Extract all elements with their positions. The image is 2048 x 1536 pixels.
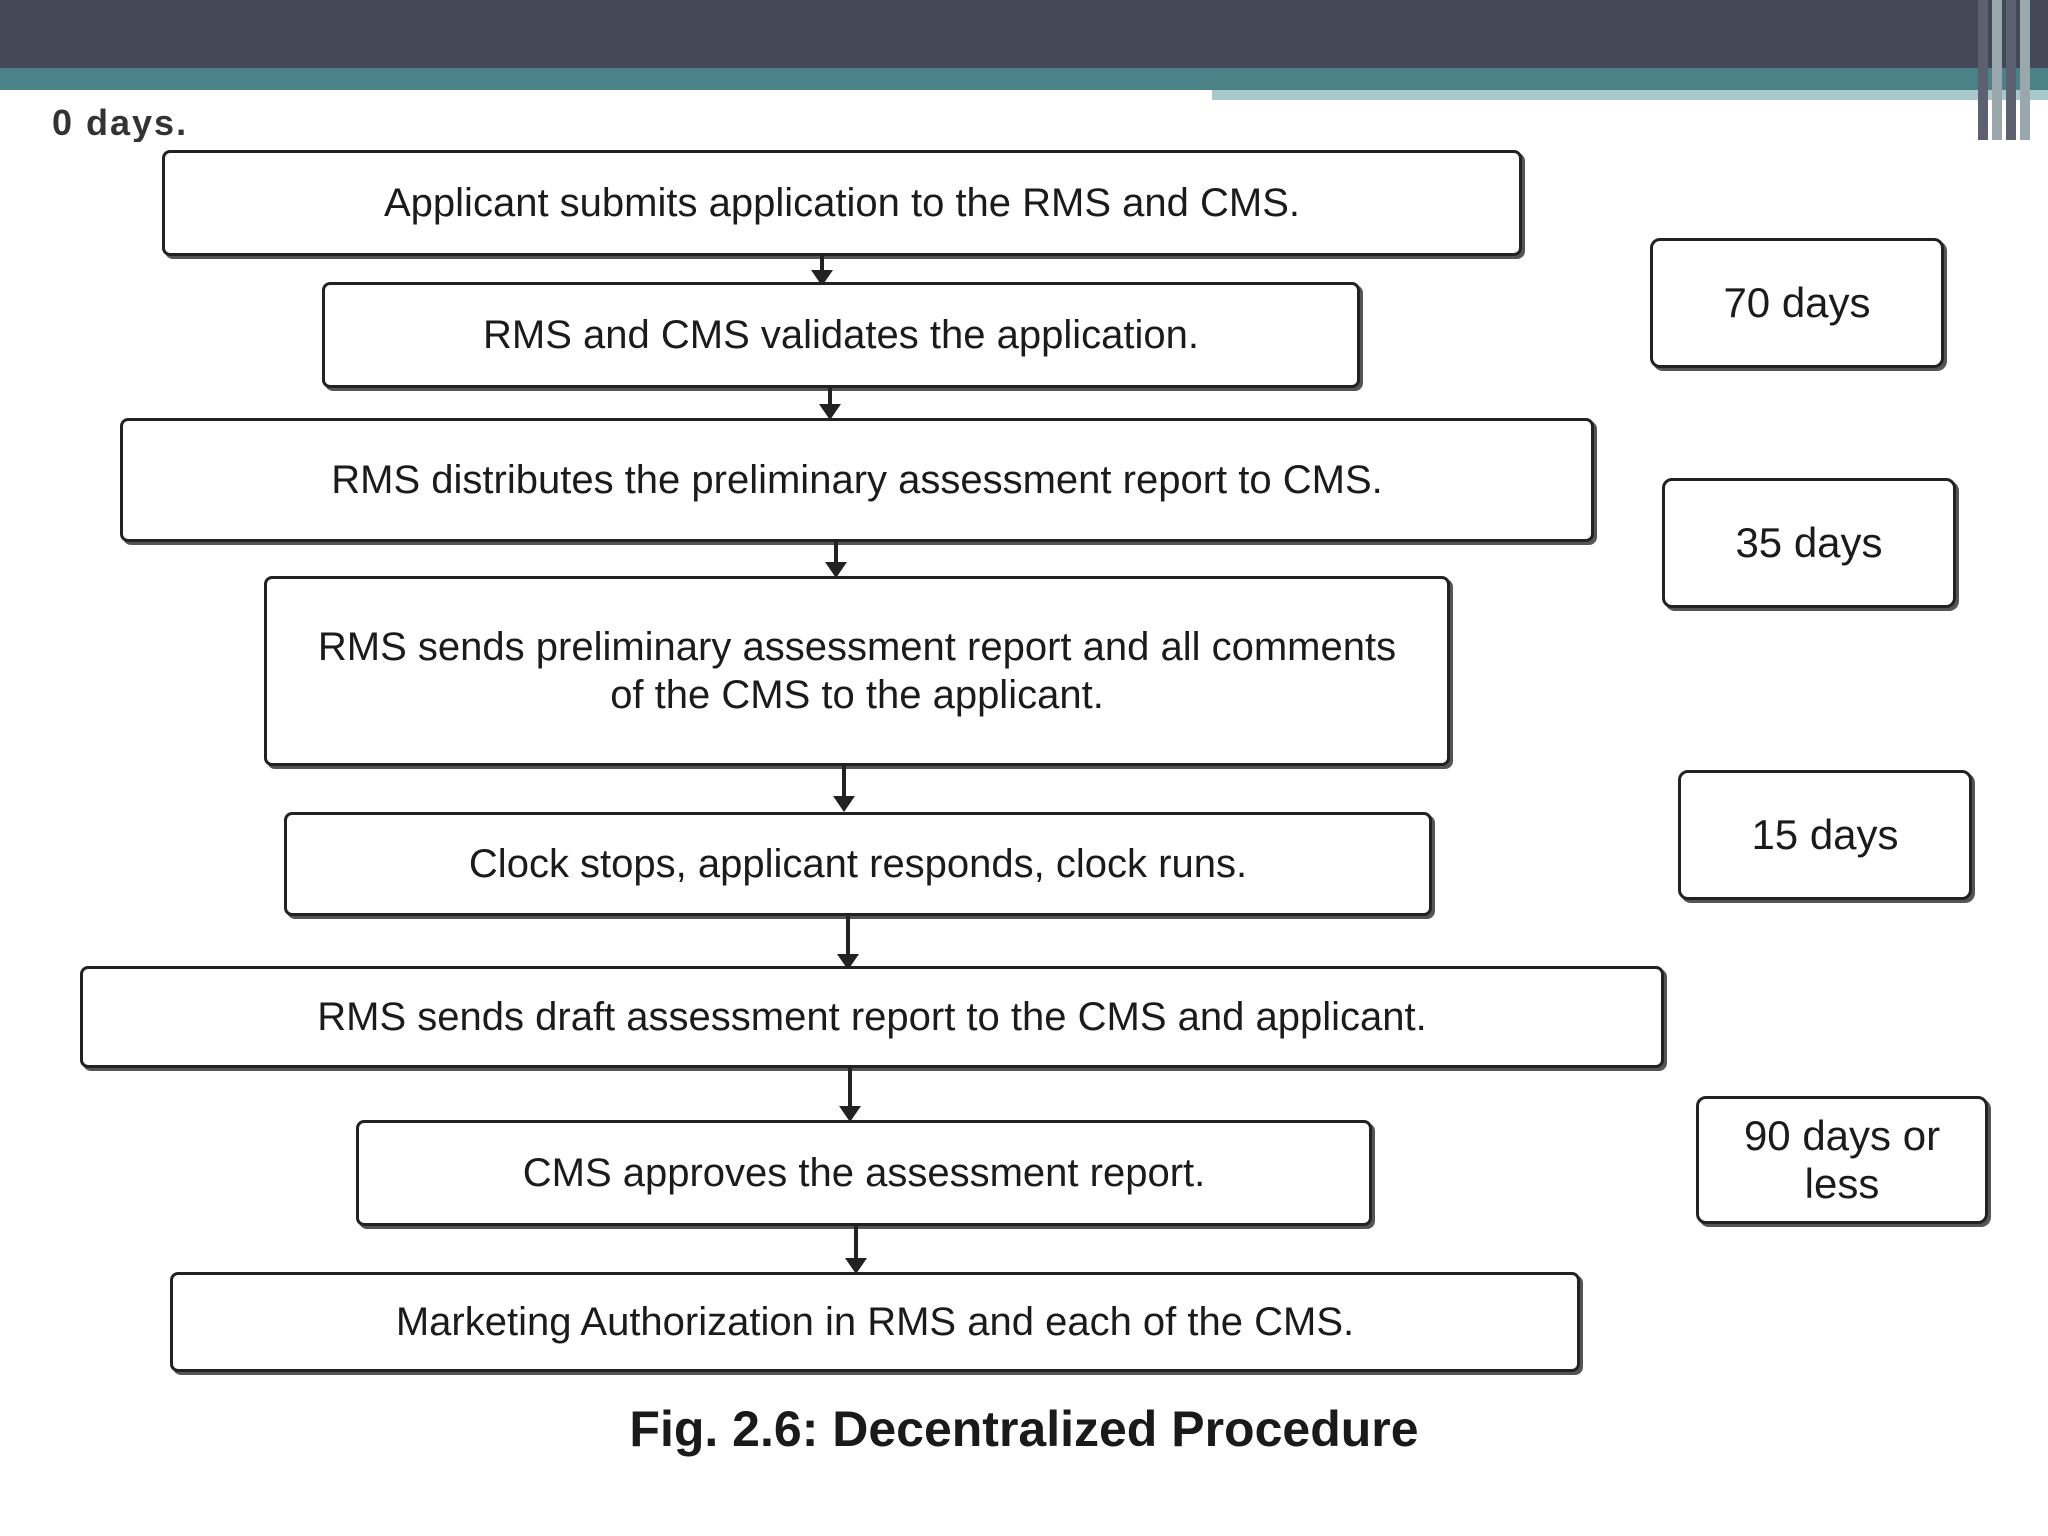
- slide-accent-bar: [0, 68, 2048, 90]
- figure-caption: Fig. 2.6: Decentralized Procedure: [629, 1401, 1419, 1457]
- duration-70-days: 70 days: [1650, 238, 1944, 368]
- slide-header-rule: [1212, 110, 1898, 118]
- slide-header-rule-lower: [1212, 126, 1652, 136]
- slide-corner-stripes: [1978, 0, 2048, 140]
- flow-arrow: [842, 766, 846, 808]
- step-cms-approves-report: CMS approves the assessment report.: [356, 1120, 1372, 1226]
- cropped-text: 0 days.: [52, 108, 189, 142]
- flow-arrow: [846, 916, 850, 966]
- flow-arrow: [820, 256, 824, 282]
- flow-arrow: [834, 542, 838, 574]
- step-submit-application: Applicant submits application to the RMS and CMS.: [162, 150, 1522, 256]
- step-send-draft-report: RMS sends draft assessment report to the CMS and applicant.: [80, 966, 1664, 1068]
- flow-arrow: [848, 1068, 852, 1118]
- flow-arrow: [828, 388, 832, 416]
- flow-arrow: [854, 1226, 858, 1270]
- step-send-report-and-comments: RMS sends preliminary assessment report and all comments of the CMS to the applicant.: [264, 576, 1450, 766]
- step-distribute-preliminary-report: RMS distributes the preliminary assessment report to CMS.: [120, 418, 1594, 542]
- duration-90-days-or-less: 90 days or less: [1696, 1096, 1988, 1224]
- slide-header-bar: [0, 0, 2048, 68]
- step-marketing-authorization: Marketing Authorization in RMS and each of the CMS.: [170, 1272, 1580, 1372]
- duration-35-days: 35 days: [1662, 478, 1956, 608]
- step-clock-stops: Clock stops, applicant responds, clock runs.: [284, 812, 1432, 916]
- step-validate-application: RMS and CMS validates the application.: [322, 282, 1360, 388]
- duration-15-days: 15 days: [1678, 770, 1972, 900]
